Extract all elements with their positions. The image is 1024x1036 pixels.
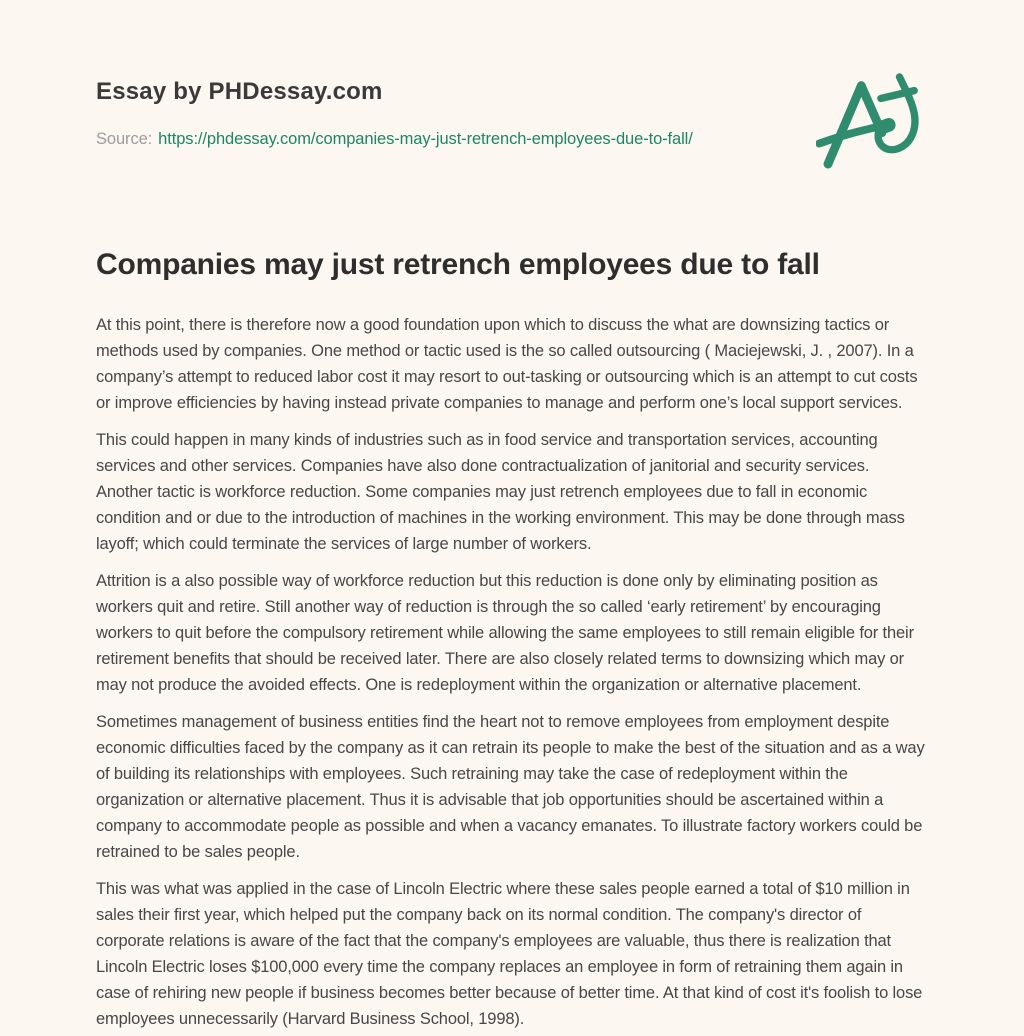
essay-body <box>96 312 928 1032</box>
essay-paragraph-4: Sometimes management of business entities find the heart not to remove employees from employment despite economic difficulties faced by the company as it can retrain its people to make the best of the situation and as a way of building its relationships with employees. Such retraining may take the case of redeployment within the organization or alternative placement. Thus it is advisable that job opportunities should be ascertained within a company to accommodate people as possible and when a vacancy emanates. To illustrate factory workers could be retrained to be sales people. <box>96 713 925 861</box>
a-plus-logo-icon <box>816 72 934 170</box>
essay-paragraph-2: This could happen in many kinds of industries such as in food service and transportation services, accounting services and other services. Companies have also done contractualization of janitorial and security services. Another tactic is workforce reduction. Some companies may just retrench employees due to fall in economic condition and or due to the introduction of machines in the working environment. This may be done through mass layoff; which could terminate the services of large number of workers. <box>96 431 905 553</box>
source-label: Source: <box>96 130 153 148</box>
header-text-block <box>96 70 693 149</box>
page-header <box>96 70 928 170</box>
source-link[interactable]: https://phdessay.com/companies-may-just-retrench-employees-due-to-fall/ <box>158 130 693 148</box>
site-byline: Essay by PHDessay.com <box>96 78 383 105</box>
essay-paragraph-3: Attrition is a also possible way of workforce reduction but this reduction is done only by eliminating position as workers quit and retire. Still another way of reduction is through the so called ‘early retirement’ by encouraging workers to quit before the compulsory retirement while allowing the same employees to still remain eligible for their retirement benefits that should be received later. There are also closely related terms to downsizing which may or may not produce the avoided effects. One is redeployment within the organization or alternative placement. <box>96 572 914 694</box>
essay-paragraph-1: At this point, there is therefore now a good foundation upon which to discuss the what are downsizing tactics or methods used by companies. One method or tactic used is the so called outsourcing ( Maciejewski, J. , 2007). In a company’s attempt to reduced labor cost it may resort to out-tasking or outsourcing which is an attempt to cut costs or improve efficiencies by having instead private companies to manage and perform one’s local support services. <box>96 316 918 412</box>
source-line <box>96 130 693 149</box>
essay-paragraph-5: This was what was applied in the case of Lincoln Electric where these sales people earned a total of $10 million in sales their first year, which helped put the company back on its normal condition. The company's director of corporate relations is aware of the fact that the company's employees are valuable, thus there is realization that Lincoln Electric loses $100,000 every time the company replaces an employee in form of retraining them again in case of rehiring new people if business becomes better because of better time. At that kind of cost it's foolish to lose employees unnecessarily (Harvard Business School, 1998). <box>96 880 923 1028</box>
essay-title: Companies may just retrench employees due to fall <box>96 248 820 281</box>
